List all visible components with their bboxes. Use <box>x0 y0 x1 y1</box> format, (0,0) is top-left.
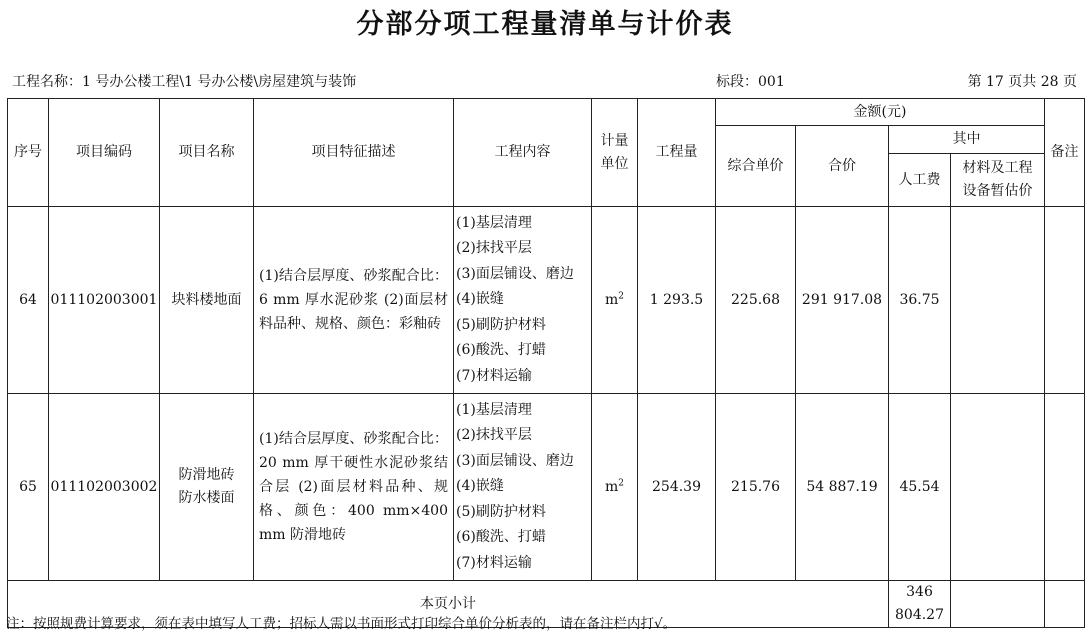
row-work <box>454 207 592 394</box>
work-item: (2)抹找平层 <box>456 240 532 257</box>
work-item: (1)基层清理 <box>456 214 532 231</box>
header-unit: 计量单位 <box>592 99 638 207</box>
work-item: (2)抹找平层 <box>456 427 532 444</box>
unit-base: m <box>604 291 619 308</box>
page-number: 第 17 页共 28 页 <box>967 74 1077 90</box>
project-name: 工程名称：1 号办公楼工程\1 号办公楼\房屋建筑与装饰 <box>12 74 357 90</box>
footnote: 注：按照规费计算要求，须在表中填写人工费；招标人需以书面形式打印综合单价分析表的，请在备注栏内打√。 <box>6 616 677 632</box>
bill-table <box>7 98 1085 628</box>
work-item: (7)材料运输 <box>456 554 532 571</box>
row-total: 54 887.19 <box>796 394 889 581</box>
work-item: (3)面层铺设、磨边 <box>456 265 574 282</box>
header-remark: 备注 <box>1045 99 1085 207</box>
subtotal-labor <box>951 581 1045 628</box>
row-code: 011102003002 <box>49 394 160 581</box>
header-unit-price: 综合单价 <box>716 126 796 207</box>
row-remark <box>1045 207 1085 394</box>
page-title: 分部分项工程量清单与计价表 <box>356 9 734 40</box>
row-labor: 45.54 <box>889 394 951 581</box>
unit-sup: 2 <box>618 477 624 488</box>
row-qty: 254.39 <box>638 394 716 581</box>
row-features: (1)结合层厚度、砂浆配合比：20 mm 厚干硬性水泥砂浆结合层 (2)面层材料品种、规格、颜色：400 mm×400 mm 防滑地砖 <box>254 394 454 581</box>
row-seq: 64 <box>8 207 49 394</box>
header-material: 材料及工程设备暂估价 <box>951 154 1045 207</box>
table-row <box>8 394 1085 581</box>
header-seq: 序号 <box>8 99 49 207</box>
section-label: 标段：001 <box>716 74 785 90</box>
header-total: 合价 <box>796 126 889 207</box>
row-qty: 1 293.5 <box>638 207 716 394</box>
work-item: (1)基层清理 <box>456 401 532 418</box>
row-code: 011102003001 <box>49 207 160 394</box>
header-code: 项目编码 <box>49 99 160 207</box>
row-unit <box>592 207 638 394</box>
row-unit-price: 215.76 <box>716 394 796 581</box>
header-qty: 工程量 <box>638 99 716 207</box>
header-amount: 金额(元) <box>716 99 1045 126</box>
header-labor: 人工费 <box>889 154 951 207</box>
work-item: (6)酸洗、打蜡 <box>456 529 546 546</box>
row-features: (1)结合层厚度、砂浆配合比：6 mm 厚水泥砂浆 (2)面层材料品种、规格、颜色：彩釉砖 <box>254 207 454 394</box>
subtotal-material <box>1045 581 1085 628</box>
work-item: (5)刷防护材料 <box>456 503 546 520</box>
row-labor: 36.75 <box>889 207 951 394</box>
row-name: 防滑地砖防水楼面 <box>160 394 254 581</box>
header-of-which: 其中 <box>889 126 1045 154</box>
row-remark <box>1045 394 1085 581</box>
subtotal-total: 346 804.27 <box>889 581 951 628</box>
row-unit-price: 225.68 <box>716 207 796 394</box>
unit-sup: 2 <box>618 290 624 301</box>
table-header <box>8 99 1085 207</box>
work-item: (6)酸洗、打蜡 <box>456 342 546 359</box>
work-item: (5)刷防护材料 <box>456 316 546 333</box>
row-material <box>951 207 1045 394</box>
work-item: (4)嵌缝 <box>456 291 504 308</box>
row-material <box>951 394 1045 581</box>
work-item: (4)嵌缝 <box>456 478 504 495</box>
work-item: (3)面层铺设、磨边 <box>456 452 574 469</box>
header-features: 项目特征描述 <box>254 99 454 207</box>
header-work: 工程内容 <box>454 99 592 207</box>
header-name: 项目名称 <box>160 99 254 207</box>
row-unit <box>592 394 638 581</box>
row-work <box>454 394 592 581</box>
subtotal-label: 本页小计 <box>8 581 889 628</box>
row-total: 291 917.08 <box>796 207 889 394</box>
work-item: (7)材料运输 <box>456 367 532 384</box>
unit-base: m <box>604 478 619 495</box>
table-row <box>8 207 1085 394</box>
row-name: 块料楼地面 <box>160 207 254 394</box>
row-seq: 65 <box>8 394 49 581</box>
